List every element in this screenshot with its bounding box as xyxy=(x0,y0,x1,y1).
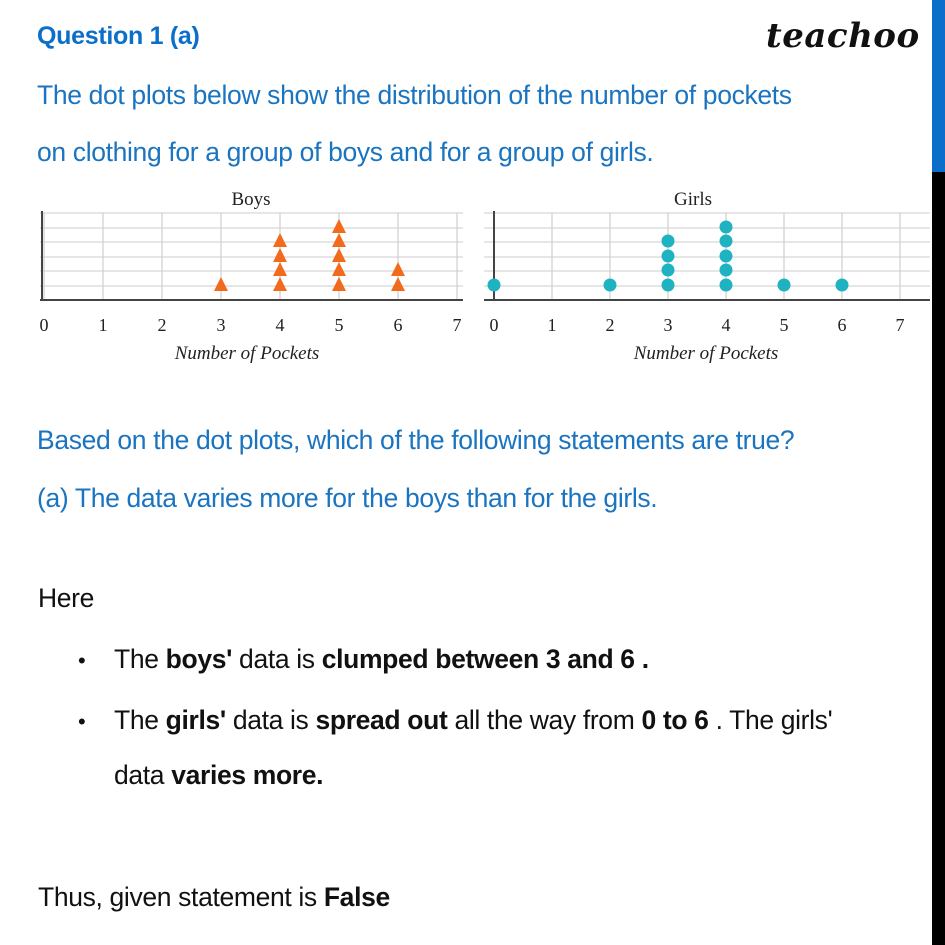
girls-data-marker xyxy=(720,264,733,277)
x-tick-label: 2 xyxy=(605,315,615,335)
question-text-line1: The dot plots below show the distribution of the number of pockets xyxy=(37,80,792,110)
x-tick-label: 4 xyxy=(721,315,731,335)
x-tick-label: 4 xyxy=(275,315,285,335)
x-tick-label: 1 xyxy=(547,315,557,335)
bullet-dot-2: • xyxy=(78,709,86,734)
boys-data-marker xyxy=(332,233,346,247)
girls-data-marker xyxy=(662,279,675,292)
girls-x-axis-label: Number of Pockets xyxy=(633,343,779,364)
boys-data-marker xyxy=(391,277,405,291)
solution-bullet-2-cont: data varies more. xyxy=(114,760,324,790)
x-tick-label: 2 xyxy=(157,315,167,335)
x-tick-label: 3 xyxy=(216,315,226,335)
question-title: Question 1 (a) xyxy=(37,22,200,50)
boys-dot-plot xyxy=(40,211,463,300)
girls-data-marker xyxy=(662,264,675,277)
x-tick-label: 0 xyxy=(489,315,499,335)
question-text-line2: on clothing for a group of boys and for a group of girls. xyxy=(37,137,654,167)
girls-data-marker xyxy=(488,279,501,292)
teachoo-logo: teachoo xyxy=(766,16,920,56)
boys-data-marker xyxy=(332,262,346,276)
solution-bullet-2: The girls' data is spread out all the way from 0 to 6 . The girls' xyxy=(114,705,833,735)
x-tick-label: 6 xyxy=(393,315,403,335)
solution-bullet-1: The boys' data is clumped between 3 and 6 . xyxy=(114,644,649,674)
boys-data-marker xyxy=(332,219,346,233)
girls-data-marker xyxy=(604,279,617,292)
x-tick-label: 7 xyxy=(452,315,462,335)
solution-intro: Here xyxy=(38,583,95,613)
boys-data-marker xyxy=(273,233,287,247)
girls-data-marker xyxy=(720,221,733,234)
x-tick-label: 5 xyxy=(334,315,344,335)
boys-x-axis-label: Number of Pockets xyxy=(174,343,320,364)
boys-data-marker xyxy=(273,248,287,262)
boys-data-marker xyxy=(273,277,287,291)
dot-plots xyxy=(0,0,945,380)
prompt-text: Based on the dot plots, which of the following statements are true? xyxy=(37,425,795,455)
girls-data-marker xyxy=(720,279,733,292)
x-tick-label: 0 xyxy=(39,315,49,335)
x-tick-label: 6 xyxy=(837,315,847,335)
girls-data-marker xyxy=(720,250,733,263)
boys-data-marker xyxy=(391,262,405,276)
girls-data-marker xyxy=(720,235,733,248)
girls-dot-plot xyxy=(484,211,930,300)
boys-data-marker xyxy=(332,248,346,262)
x-tick-label: 5 xyxy=(779,315,789,335)
x-tick-label: 1 xyxy=(98,315,108,335)
bullet-dot-1: • xyxy=(78,648,86,673)
boys-data-marker xyxy=(214,277,228,291)
girls-data-marker xyxy=(662,250,675,263)
boys-data-marker xyxy=(332,277,346,291)
conclusion: Thus, given statement is False xyxy=(38,882,390,912)
girls-data-marker xyxy=(662,235,675,248)
x-tick-label: 3 xyxy=(663,315,673,335)
statement-text: (a) The data varies more for the boys than for the girls. xyxy=(37,483,658,513)
girls-data-marker xyxy=(836,279,849,292)
boys-plot-title: Boys xyxy=(231,189,271,210)
girls-plot-title: Girls xyxy=(674,189,712,210)
boys-data-marker xyxy=(273,262,287,276)
girls-data-marker xyxy=(778,279,791,292)
x-tick-label: 7 xyxy=(895,315,905,335)
